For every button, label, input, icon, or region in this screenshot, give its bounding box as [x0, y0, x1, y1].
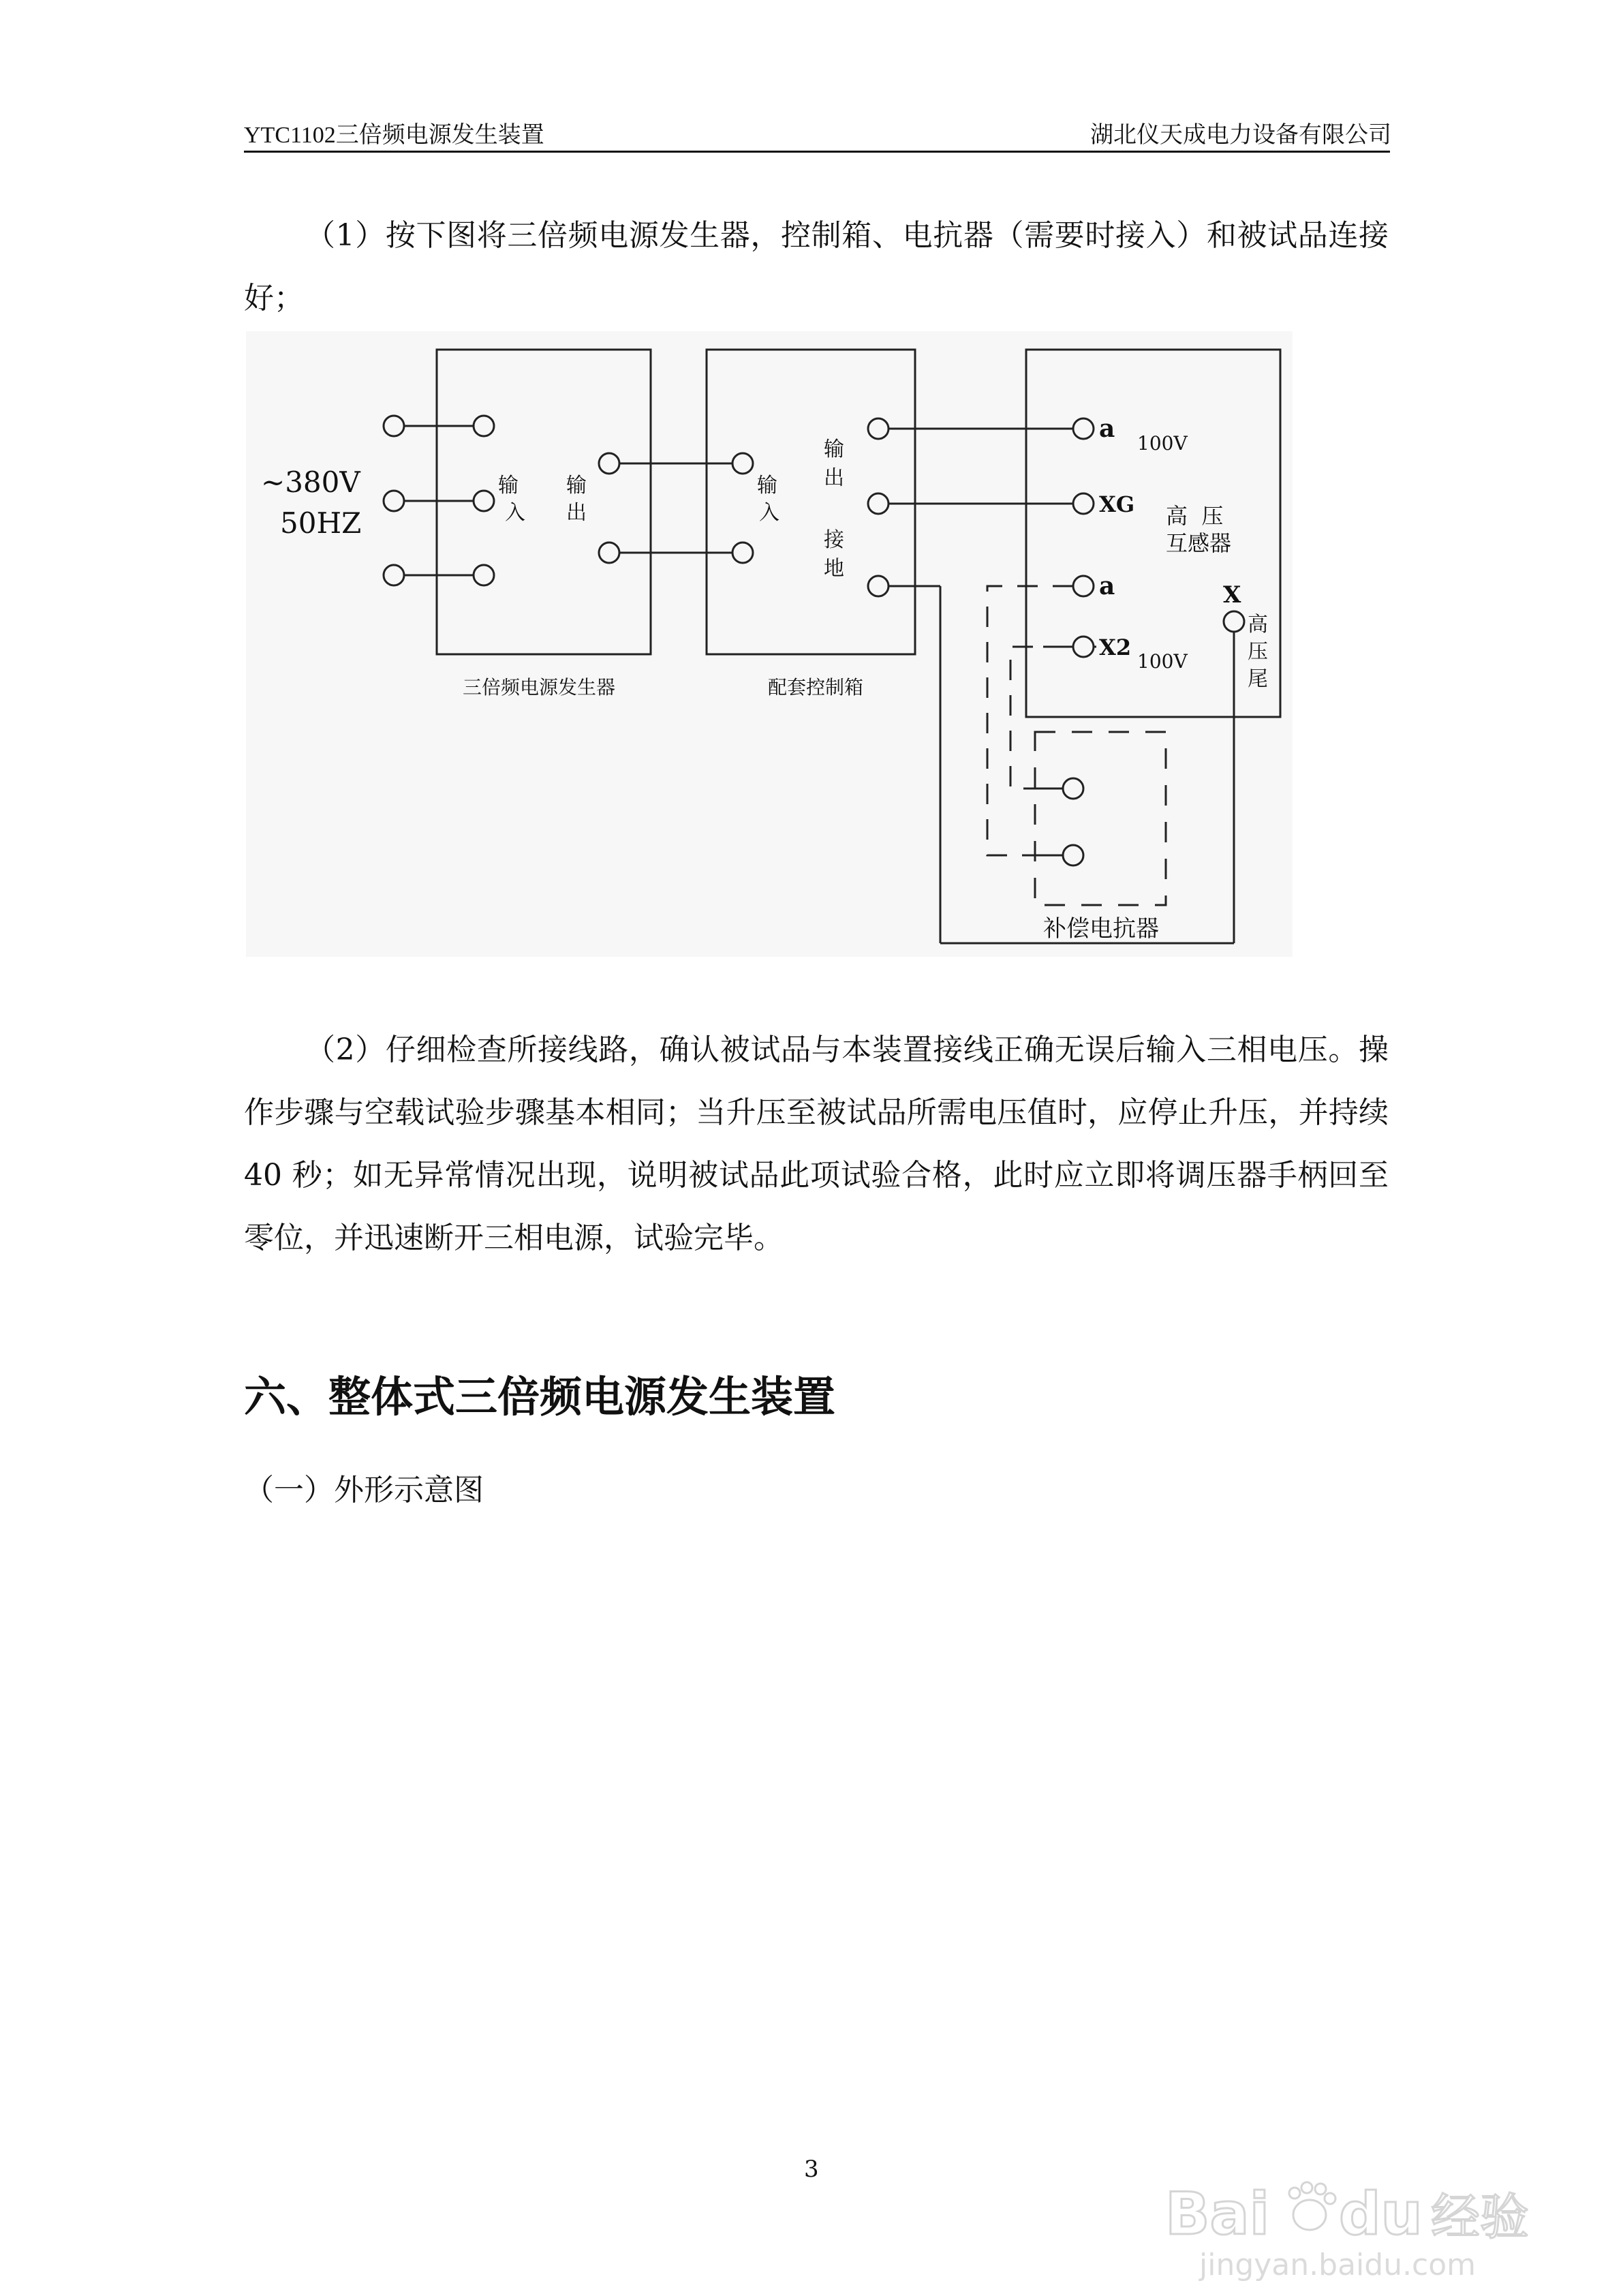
gen-input-char-2: 入 [505, 501, 525, 525]
svg-text:Bai: Bai [1165, 2180, 1270, 2248]
source-voltage-label: ~380V [261, 465, 360, 499]
gen-input-char-1: 输 [498, 474, 519, 498]
ctrl-output-char-1: 输 [824, 438, 844, 461]
pt-terminal-a-top: a [1099, 414, 1115, 443]
ctrl-ground-char-1: 接 [824, 528, 844, 552]
source-frequency-label: 50HZ [280, 506, 362, 540]
paragraph-step-2: （2）仔细检查所接线路，确认被试品与本装置接线正确无误后输入三相电压。操作步骤与空载试验步骤基本相同；当升压至被试品所需电压值时，应停止升压，并持续 40 秒；如无异常情况出现，说明被试品此项试验合格，此时应立即将调压器手柄回至零位，并迅速断开三相电源，试验完毕。 [244, 1032, 1389, 1255]
reactor-caption: 补偿电抗器 [1043, 915, 1159, 943]
header-document-title: YTC1102三倍频电源发生装置 [244, 123, 544, 148]
pt-tail-char-2: 压 [1248, 640, 1268, 664]
pt-label-line-1: 高 压 [1166, 503, 1224, 529]
pt-voltage-top: 100V [1137, 432, 1188, 455]
pt-terminal-a-bottom: a [1099, 572, 1115, 600]
svg-text:经验: 经验 [1431, 2188, 1530, 2246]
pt-terminal-x2: X2 [1099, 634, 1132, 660]
page-number: 3 [804, 2156, 819, 2183]
pt-terminal-xg: XG [1099, 491, 1135, 517]
svg-text:du: du [1339, 2180, 1423, 2248]
watermark-url: jingyan.baidu.com [1199, 2248, 1477, 2282]
header-company-name: 湖北仪天成电力设备有限公司 [1090, 123, 1391, 148]
pt-label-line-2: 互感器 [1166, 530, 1232, 556]
wiring-diagram [246, 331, 1293, 957]
section-title: 六、整体式三倍频电源发生装置 [244, 1372, 836, 1422]
pt-tail-char-1: 高 [1248, 613, 1268, 637]
ctrl-input-char-1: 输 [757, 474, 777, 498]
ctrl-input-char-2: 入 [759, 501, 779, 525]
subheading-appearance: （一）外形示意图 [244, 1473, 484, 1507]
paragraph-step-1: （1）按下图将三倍频电源发生器，控制箱、电抗器（需要时接入）和被试品连接好； [244, 218, 1389, 316]
pt-voltage-bottom: 100V [1137, 650, 1188, 673]
baidu-jingyan-watermark [1158, 2174, 1567, 2283]
paw-icon [1289, 2182, 1335, 2230]
pt-terminal-x: X [1223, 581, 1241, 609]
ctrl-ground-char-2: 地 [824, 557, 844, 581]
reactor-box [1035, 732, 1166, 905]
ctrl-output-char-2: 出 [824, 466, 844, 490]
control-box-caption: 配套控制箱 [768, 676, 864, 699]
gen-output-char-1: 输 [566, 474, 587, 498]
control-box [707, 350, 915, 654]
pt-tail-char-3: 尾 [1248, 667, 1268, 691]
gen-output-char-2: 出 [566, 501, 587, 525]
header-rule [244, 151, 1390, 153]
generator-caption: 三倍频电源发生器 [463, 676, 616, 699]
